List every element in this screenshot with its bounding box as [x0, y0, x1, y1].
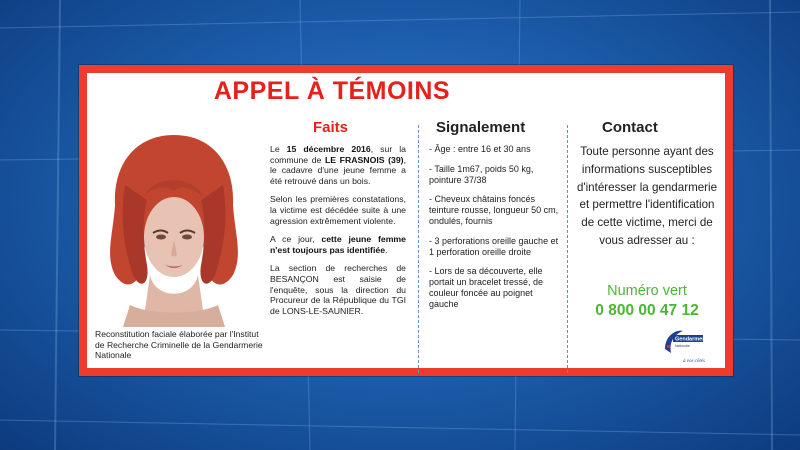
- poster-panel: [87, 73, 725, 368]
- svg-text:Nationale: Nationale: [675, 344, 690, 348]
- poster-title: APPEL À TÉMOINS: [213, 77, 451, 105]
- contact-heading: Contact: [602, 119, 658, 136]
- photo-caption: Reconstitution faciale élaborée par l'Institut de Recherche Criminelle de la Gendarmerie Nationale: [95, 329, 263, 360]
- gendarmerie-logo: [659, 327, 719, 369]
- signalement-item: - 3 perforations oreille gauche et 1 perforation oreille droite: [429, 235, 559, 257]
- column-divider: [418, 125, 419, 373]
- phone-number: 0 800 00 47 12: [595, 302, 699, 319]
- faits-paragraph-3: A ce jour, cette jeune femme n'est toujours pas identifiée.: [270, 234, 406, 255]
- svg-text:Gendarmerie: Gendarmerie: [675, 336, 709, 343]
- signalement-item: - Taille 1m67, poids 50 kg, pointure 37/38: [429, 163, 534, 185]
- faits-heading: Faits: [313, 119, 349, 136]
- signalement-item: - Lors de sa découverte, elle portait un bracelet tressé, de couleur foncée au poignet gauche: [429, 266, 544, 309]
- contact-text: Toute personne ayant des informations susceptibles d'intéresser la gendarmerie et permettre l'identification de cette victime, merci de vous adresser au :: [576, 145, 718, 247]
- signalement-item: - Cheveux châtains foncés teinture rousse, longueur 50 cm, ondulés, fournis: [429, 194, 559, 226]
- faits-paragraph-2: Selon les premières constatations, la victime est décédée suite à une agression extrêmement violente.: [270, 194, 406, 226]
- faits-text: [270, 144, 406, 324]
- signalement-item: - Âge : entre 16 et 30 ans: [429, 144, 531, 154]
- faits-paragraph-4: La section de recherches de BESANÇON est saisie de l'enquête, sous la direction du Procureur de la République du TGI de LONS-LE-SAUNIER.: [270, 263, 406, 316]
- signalement-heading: Signalement: [436, 119, 526, 136]
- numero-vert-label: Numéro vert: [607, 283, 687, 299]
- facial-reconstruction-image: [95, 125, 253, 327]
- signalement-list: [429, 144, 559, 319]
- appeal-poster: [79, 65, 733, 376]
- svg-text:à vos côtés: à vos côtés: [683, 359, 705, 364]
- column-divider: [567, 125, 568, 373]
- faits-paragraph-1: Le 15 décembre 2016, sur la commune de LE FRASNOIS (39), le cadavre d'une jeune femme a été retrouvé dans un bois.: [270, 144, 406, 186]
